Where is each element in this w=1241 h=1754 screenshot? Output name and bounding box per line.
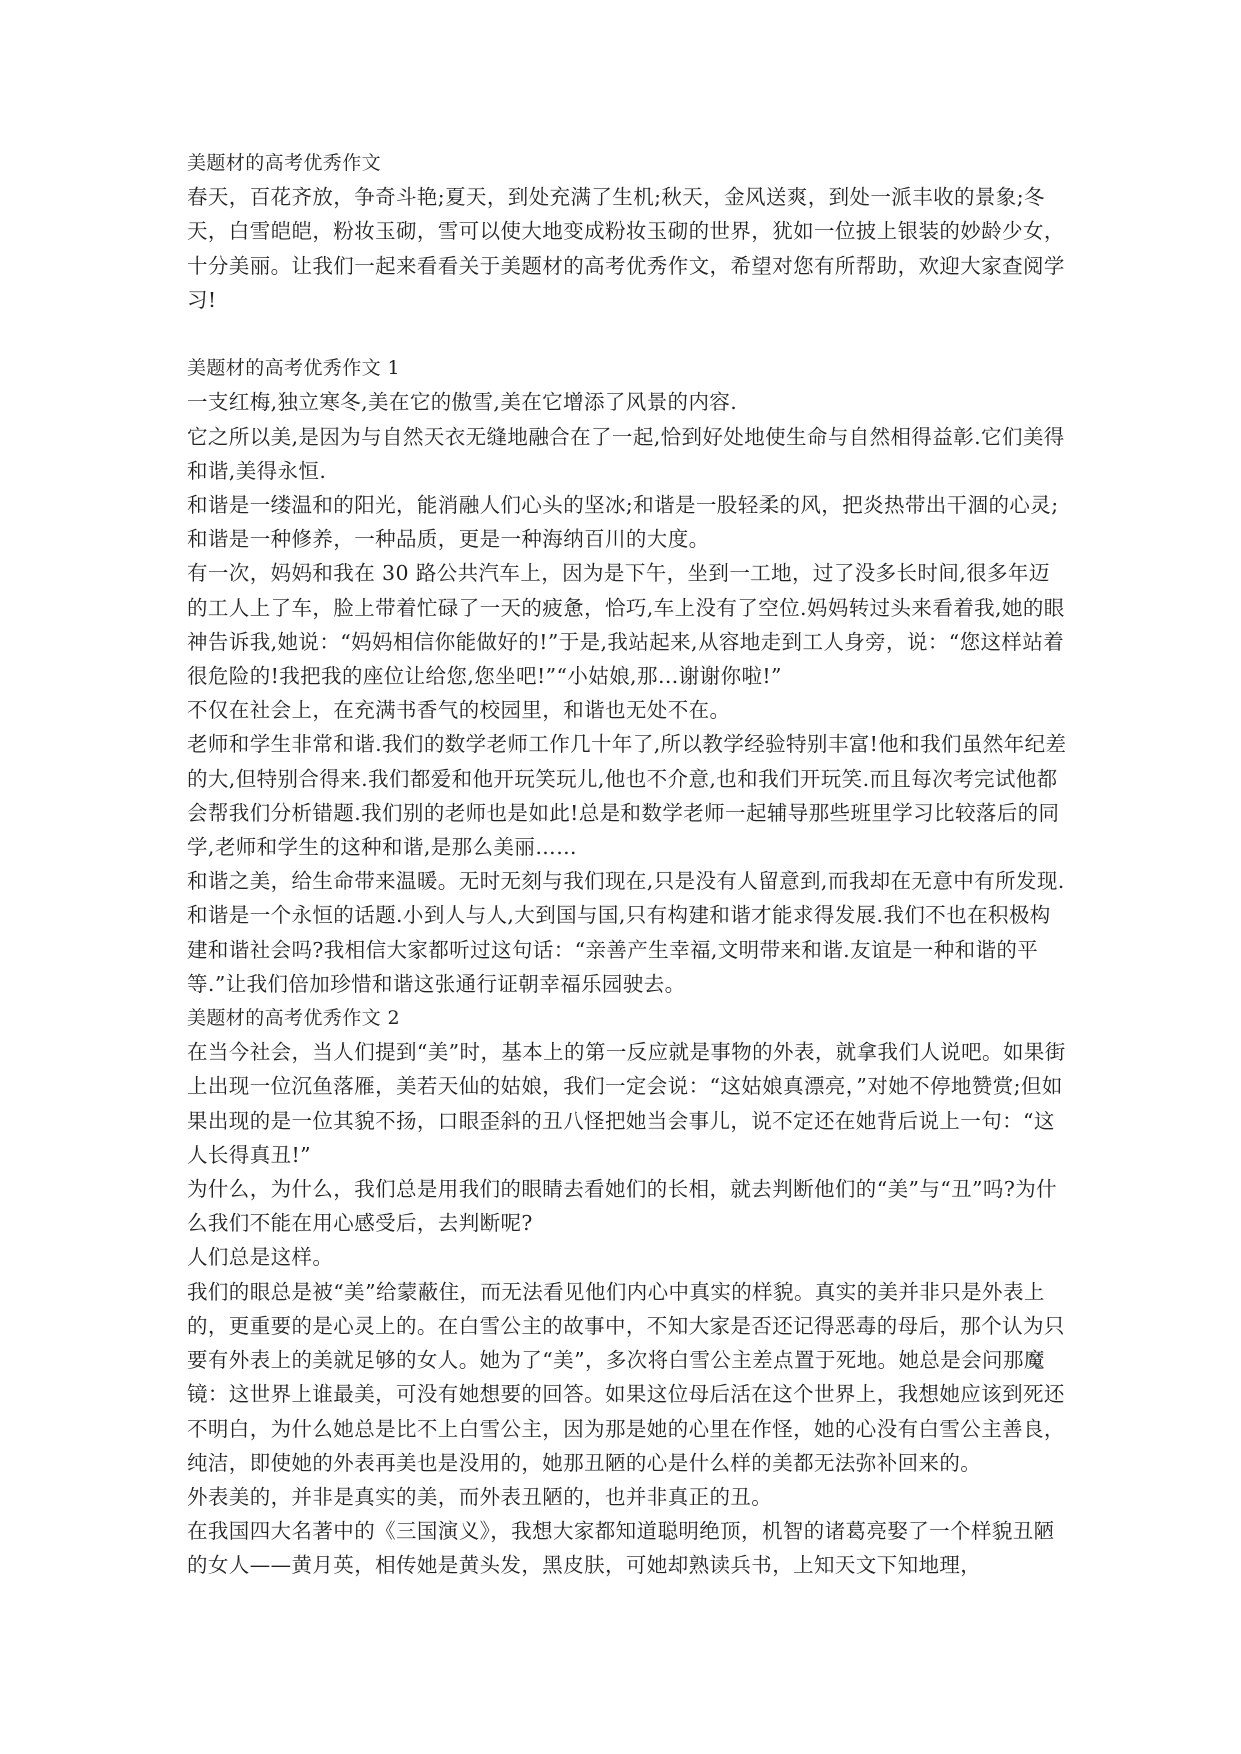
- essay-2-heading: 美题材的高考优秀作文 2: [187, 1007, 400, 1030]
- essay-1-paragraph: 有一次，妈妈和我在 30 路公共汽车上，因为是下午，坐到一工地，过了没多长时间,很多年迈的工人上了车，脸上带着忙碌了一天的疲惫，恰巧,车上没有了空位.妈妈转过头来看着我,她的眼神告诉我,她说：“妈妈相信你能做好的!”于是,我站起来,从容地走到工人身旁，说：“您这样站着很危险的!我把我的座位让给您,您坐吧!”“小姑娘,那…谢谢你啦!”: [187, 561, 1065, 689]
- essay-1-heading: 美题材的高考优秀作文 1: [187, 357, 400, 380]
- essay-1-paragraph: 老师和学生非常和谐.我们的数学老师工作几十年了,所以教学经验特别丰富!他和我们虽然年纪差的大,但特别合得来.我们都爱和他开玩笑玩儿,他也不介意,也和我们开玩笑.而且每次考完试他都会帮我们分析错题.我们别的老师也是如此!总是和数学老师一起辅导那些班里学习比较落后的同学,老师和学生的这种和谐,是那么美丽……: [187, 732, 1067, 860]
- essay-1-paragraph: 不仅在社会上，在充满书香气的校园里，和谐也无处不在。: [187, 698, 731, 723]
- document-title: 美题材的高考优秀作文: [187, 152, 382, 174]
- essay-2-paragraph: 人们总是这样。: [187, 1245, 334, 1270]
- essay-1-paragraph: 它之所以美,是因为与自然天衣无缝地融合在了一起,恰到好处地使生命与自然相得益彰.它们美得和谐,美得永恒.: [187, 424, 1065, 483]
- essay-1-paragraph: 和谐之美，给生命带来温暖。无时无刻与我们现在,只是没有人留意到,而我却在无意中有所发现.: [187, 869, 1065, 894]
- essay-2-paragraph: 外表美的，并非是真实的美，而外表丑陋的，也并非真正的丑。: [187, 1484, 773, 1509]
- document-body: [187, 146, 1067, 1583]
- essay-1-paragraph: 和谐是一缕温和的阳光，能消融人们心头的坚冰;和谐是一股轻柔的风，把炎热带出干涸的心灵;和谐是一种修养，一种品质，更是一种海纳百川的大度。: [187, 493, 1059, 552]
- essay-2-paragraph: 在当今社会，当人们提到“美”时，基本上的第一反应就是事物的外表，就拿我们人说吧。如果街上出现一位沉鱼落雁，美若天仙的姑娘，我们一定会说：“这姑娘真漂亮，”对她不停地赞赏;但如果出现的是一位其貌不扬，口眼歪斜的丑八怪把她当会事儿，说不定还在她背后说上一句：“这人长得真丑!”: [187, 1040, 1066, 1167]
- blank-line: [187, 317, 1067, 351]
- essay-2-paragraph: 我们的眼总是被“美”给蒙蔽住，而无法看见他们内心中真实的样貌。真实的美并非只是外表上的，更重要的是心灵上的。在白雪公主的故事中，不知大家是否还记得恶毒的母后，那个认为只要有外表上的美就足够的女人。她为了“美”，多次将白雪公主差点置于死地。她总是会问那魔镜：这世界上谁最美，可没有她想要的回答。如果这位母后活在这个世界上，我想她应该到死还不明白，为什么她总是比不上白雪公主，因为那是她的心里在作怪，她的心没有白雪公主善良，纯洁，即使她的外表再美也是没用的，她那丑陋的心是什么样的美都无法弥补回来的。: [187, 1279, 1065, 1475]
- essay-2-paragraph: 在我国四大名著中的《三国演义》，我想大家都知道聪明绝顶，机智的诸葛亮娶了一个样貌丑陋的女人——黄月英，相传她是黄头发，黑皮肤，可她却熟读兵书，上知天文下知地理，: [187, 1519, 1055, 1578]
- essay-1-paragraph: 和谐是一个永恒的话题.小到人与人,大到国与国,只有构建和谐才能求得发展.我们不也在积极构建和谐社会吗?我相信大家都听过这句话：“亲善产生幸福,文明带来和谐.友谊是一种和谐的平等.”让我们倍加珍惜和谐这张通行证朝幸福乐园驶去。: [187, 903, 1051, 996]
- essay-2-paragraph: 为什么，为什么，我们总是用我们的眼睛去看她们的长相，就去判断他们的“美”与“丑”吗?为什么我们不能在用心感受后，去判断呢?: [187, 1177, 1058, 1236]
- intro-paragraph: 春天，百花齐放，争奇斗艳;夏天，到处充满了生机;秋天，金风送爽，到处一派丰收的景象;冬天，白雪皑皑，粉妆玉砌，雪可以使大地变成粉妆玉砌的世界，犹如一位披上银装的妙龄少女，十分美丽。让我们一起来看看关于美题材的高考优秀作文，希望对您有所帮助，欢迎大家查阅学习!: [187, 185, 1065, 312]
- essay-1-paragraph: 一支红梅,独立寒冬,美在它的傲雪,美在它增添了风景的内容.: [187, 390, 738, 415]
